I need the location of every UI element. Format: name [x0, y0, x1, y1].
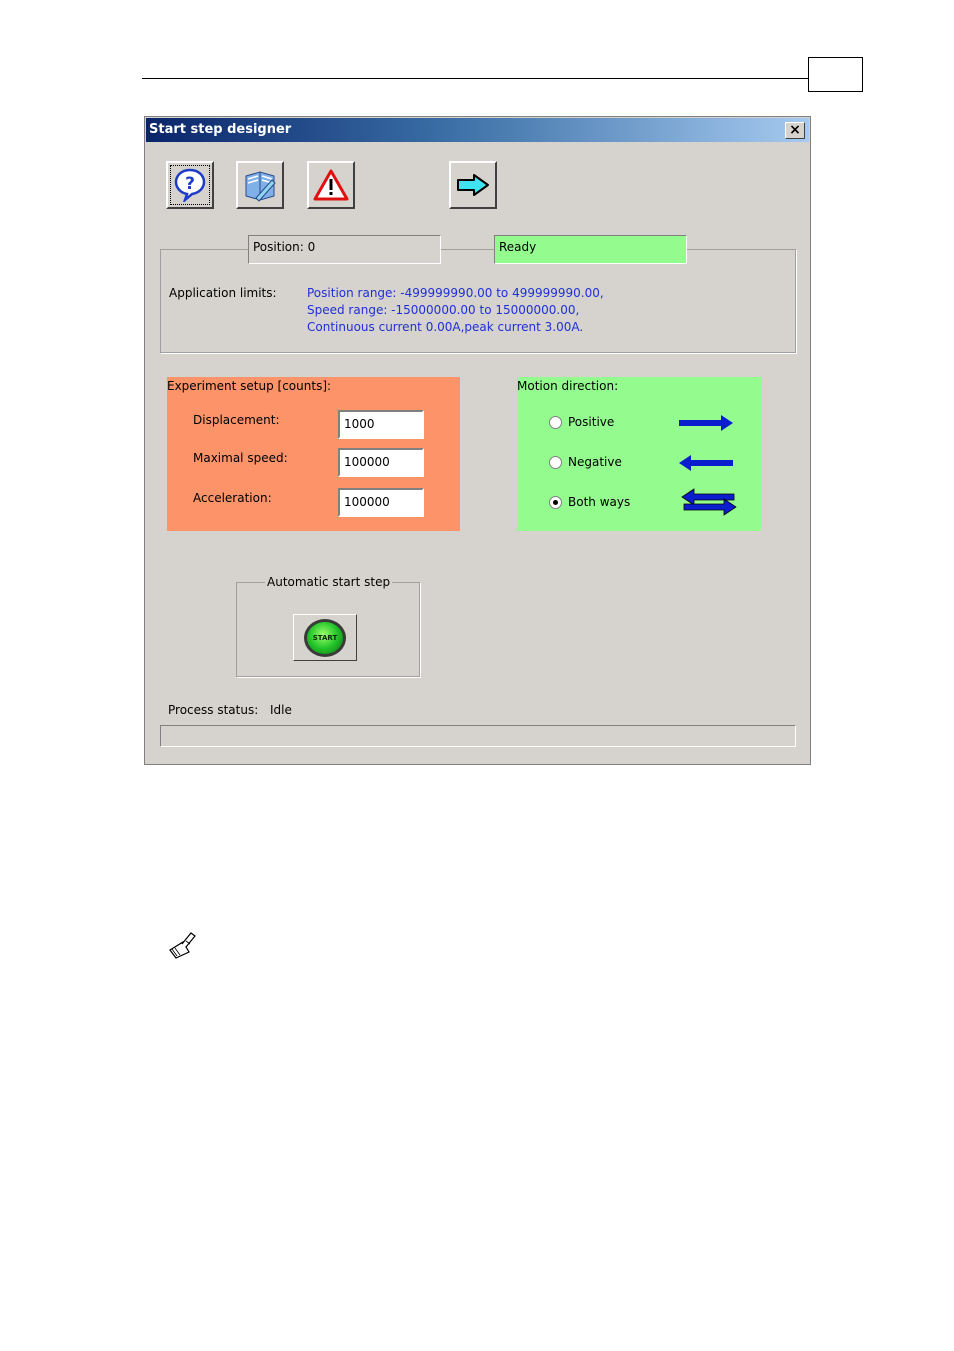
experiment-setup-panel — [167, 377, 460, 531]
position-display: Position: 0 — [248, 235, 441, 264]
positive-radio[interactable] — [549, 416, 562, 429]
arrow-right-icon — [677, 413, 735, 433]
ready-status-display: Ready — [494, 235, 687, 264]
help-icon — [174, 168, 206, 202]
current-limits-text: Continuous current 0.00A,peak current 3.00A. — [307, 320, 584, 334]
both-ways-label[interactable]: Both ways — [568, 495, 631, 509]
application-limits-label: Application limits: — [169, 286, 277, 300]
start-icon: START — [304, 619, 346, 657]
start-step-designer-window — [144, 116, 811, 765]
process-status-value: Idle — [270, 703, 292, 717]
acceleration-label: Acceleration: — [193, 491, 272, 505]
maximal-speed-input[interactable]: 100000 — [338, 448, 424, 477]
svg-text:?: ? — [185, 174, 195, 194]
documentation-button[interactable] — [236, 161, 284, 209]
process-status-label: Process status: — [168, 703, 259, 717]
displacement-label: Displacement: — [193, 413, 280, 427]
next-arrow-icon — [456, 173, 490, 197]
title-bar — [146, 118, 809, 142]
help-button[interactable] — [166, 161, 214, 209]
maximal-speed-label: Maximal speed: — [193, 451, 288, 465]
motion-direction-title: Motion direction: — [517, 379, 619, 393]
page-header-rule — [142, 78, 808, 79]
warning-icon — [313, 169, 349, 201]
close-button[interactable]: × — [785, 122, 805, 139]
limits-group — [160, 249, 796, 353]
next-button[interactable] — [449, 161, 497, 209]
start-button[interactable] — [293, 614, 357, 661]
progress-bar — [160, 725, 796, 747]
both-ways-radio[interactable] — [549, 496, 562, 509]
positive-label[interactable]: Positive — [568, 415, 615, 429]
experiment-setup-title: Experiment setup [counts]: — [167, 379, 332, 393]
page-number-box — [808, 57, 863, 92]
documentation-icon — [242, 168, 278, 202]
note-icon — [167, 930, 197, 960]
window-title: Start step designer — [149, 122, 292, 137]
arrow-left-icon — [677, 453, 735, 473]
automatic-start-label: Automatic start step — [267, 575, 391, 589]
displacement-input[interactable]: 1000 — [338, 410, 424, 439]
negative-label[interactable]: Negative — [568, 455, 622, 469]
speed-range-text: Speed range: -15000000.00 to 15000000.00, — [307, 303, 580, 317]
arrow-both-ways-icon — [680, 488, 738, 518]
position-range-text: Position range: -499999990.00 to 499999990.00, — [307, 286, 604, 300]
negative-radio[interactable] — [549, 456, 562, 469]
warning-button[interactable] — [307, 161, 355, 209]
acceleration-input[interactable]: 100000 — [338, 488, 424, 517]
motion-direction-panel — [517, 377, 761, 531]
